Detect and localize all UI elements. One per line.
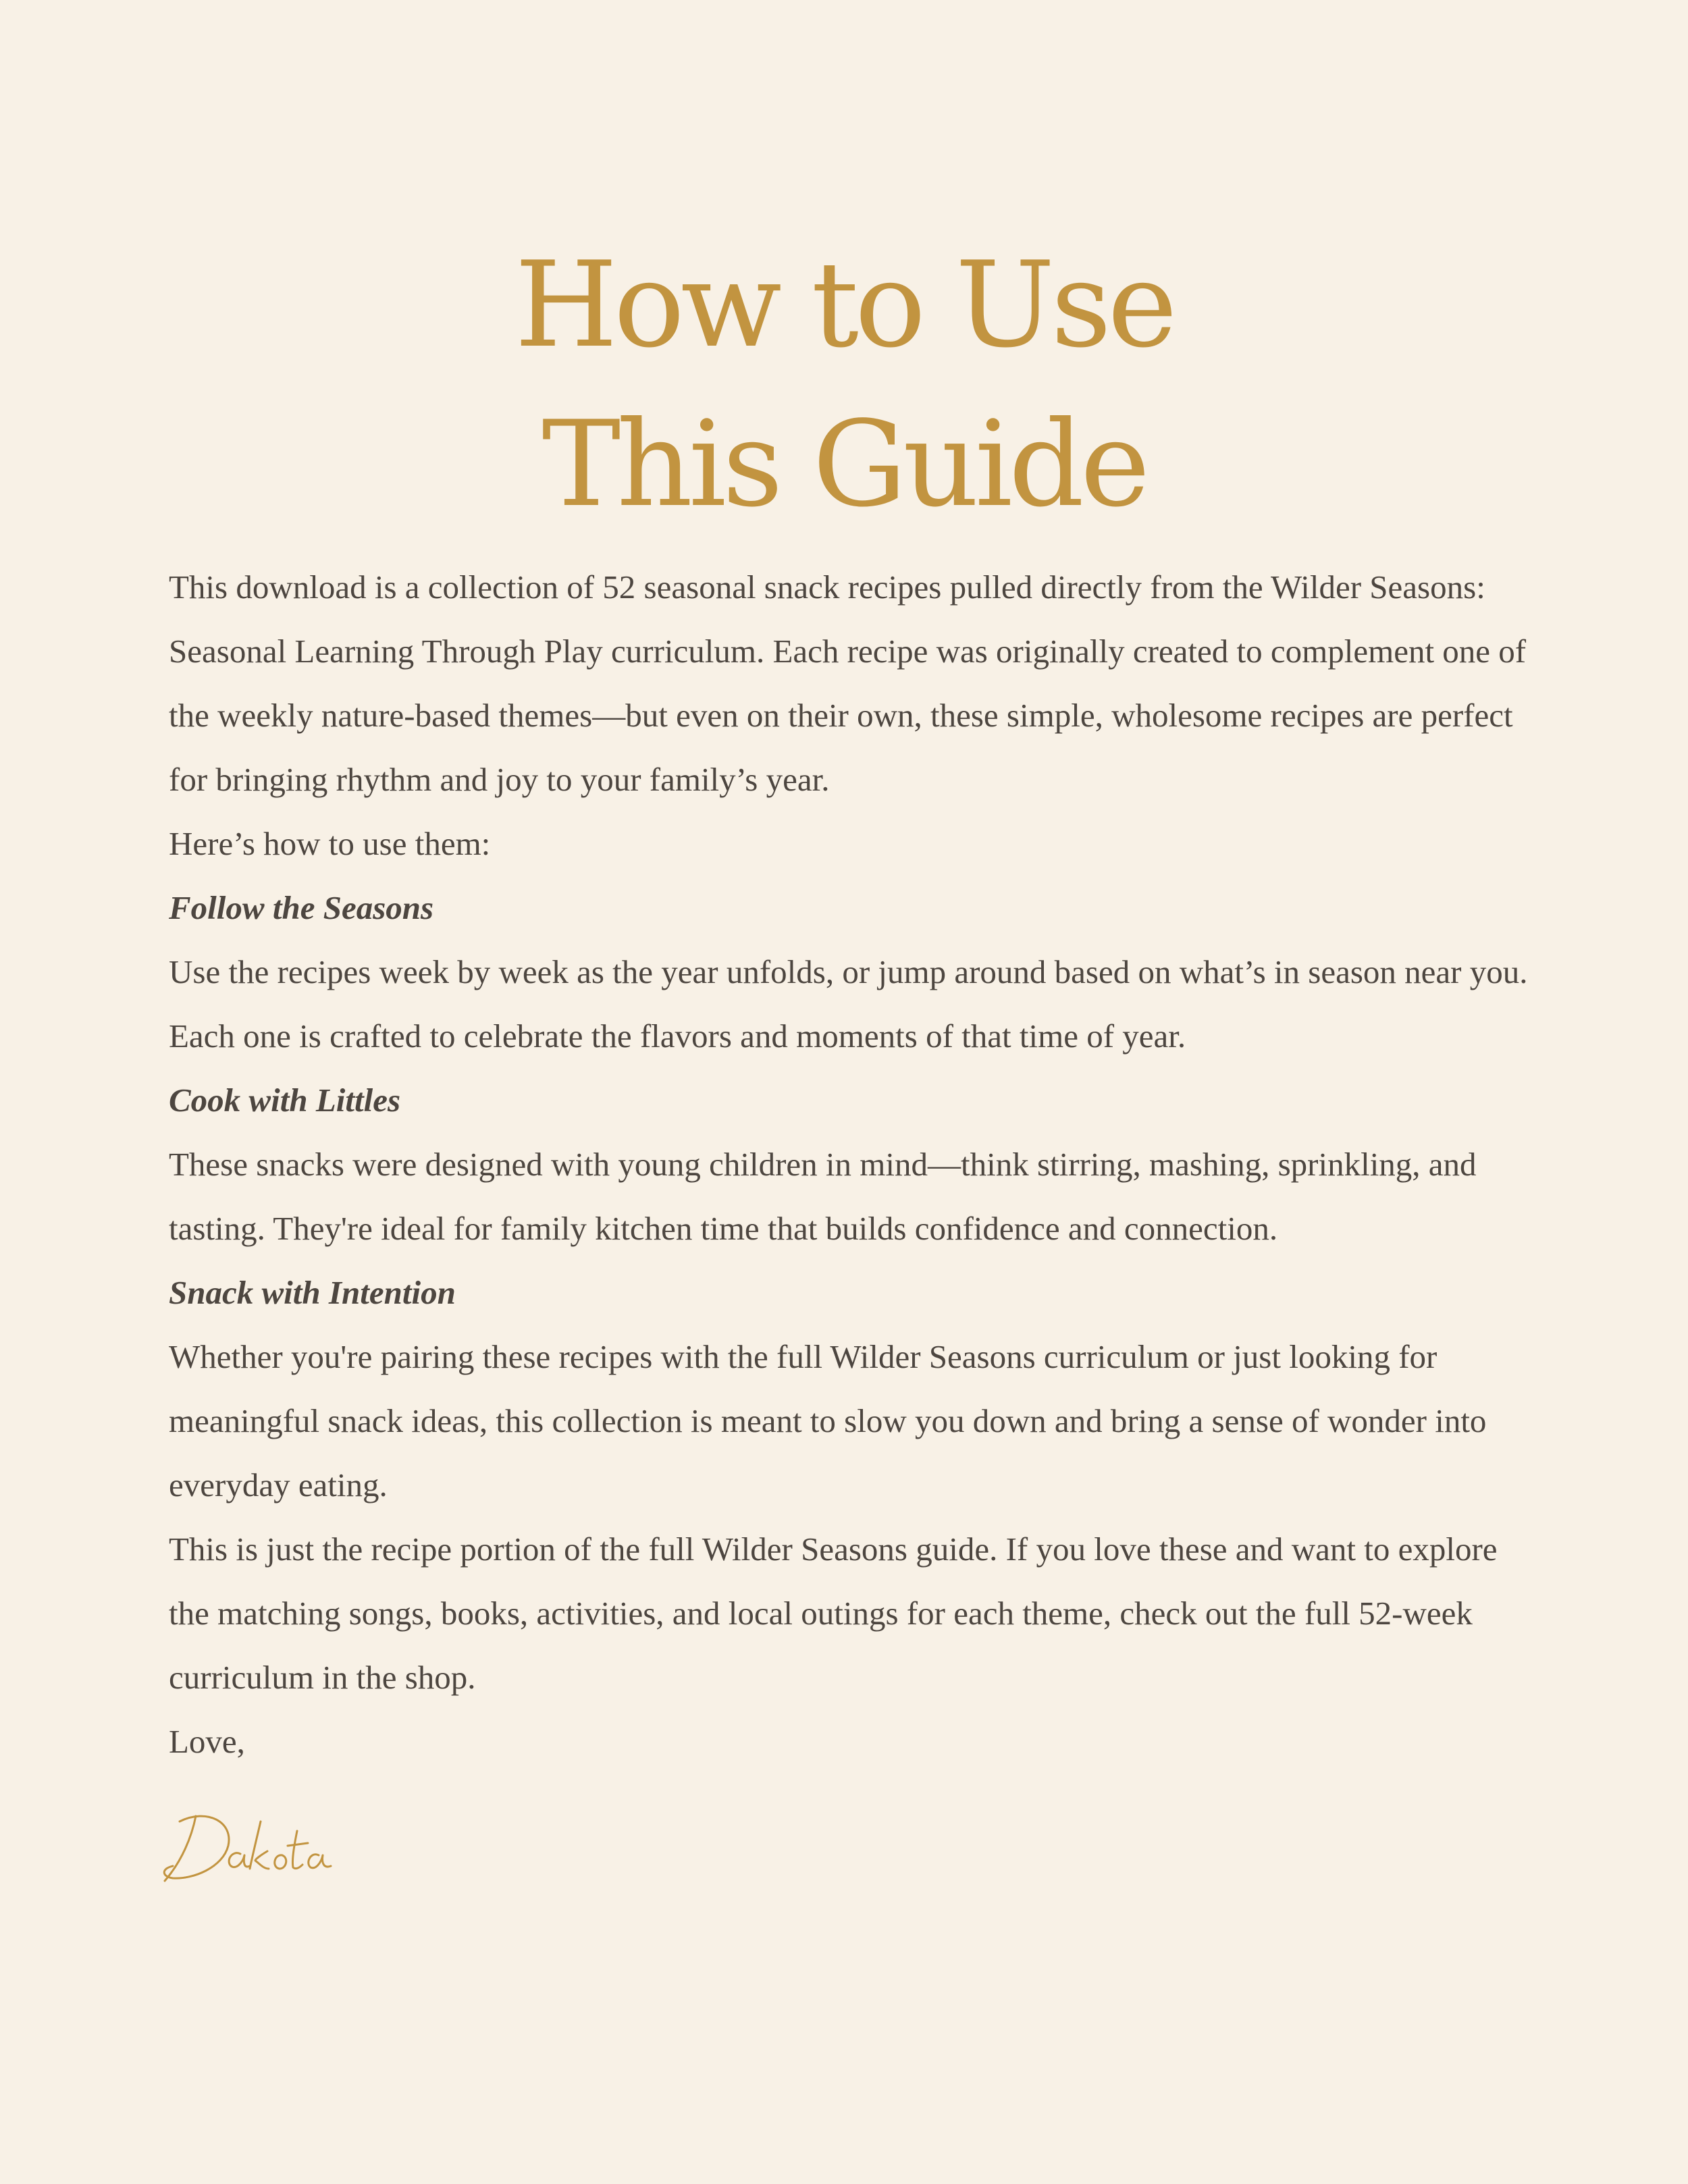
section-text-snack-with-intention: Whether you're pairing these recipes with the full Wilder Seasons curriculum or just looking for meaningful snack ideas, this collection is meant to slow you down and bring a sense of wonder into everyday eating. [169, 1338, 1487, 1503]
signature-drawing [153, 1801, 342, 1889]
lead-in-text: Here’s how to use them: [169, 825, 491, 862]
title-line-1: How to Use [515, 237, 1173, 375]
section-heading-snack-with-intention: Snack with Intention [169, 1274, 456, 1311]
title-line-2: This Guide [542, 396, 1146, 534]
section-text-follow-seasons: Use the recipes week by week as the year unfolds, or jump around based on what’s in season near you. Each one is crafted to celebrate the flavors and moments of that time of year. [169, 953, 1528, 1055]
intro-paragraph: This download is a collection of 52 seasonal snack recipes pulled directly from the Wilder Seasons: Seasonal Learning Through Play curriculum. Each recipe was originally created to complement one of the weekly nature-based themes—but even on their own, these simple, wholesome recipes are perfect for bringing rhythm and joy to your family’s year. [169, 568, 1527, 798]
section-heading-follow-seasons: Follow the Seasons [169, 889, 434, 926]
section-text-cook-with-littles: These snacks were designed with young children in mind—think stirring, mashing, sprinkling, and tasting. They're ideal for family kitchen time that builds confidence and connection. [169, 1146, 1477, 1247]
sign-off: Love, [169, 1723, 245, 1760]
page-title [0, 226, 1688, 545]
handwritten-signature [153, 1801, 342, 1889]
section-heading-cook-with-littles: Cook with Littles [169, 1082, 401, 1119]
closing-paragraph: This is just the recipe portion of the full Wilder Seasons guide. If you love these and want to explore the matching songs, books, activities, and local outings for each theme, check out the full 52-week curriculum in the shop. [169, 1530, 1498, 1696]
guide-body [169, 555, 1539, 1774]
